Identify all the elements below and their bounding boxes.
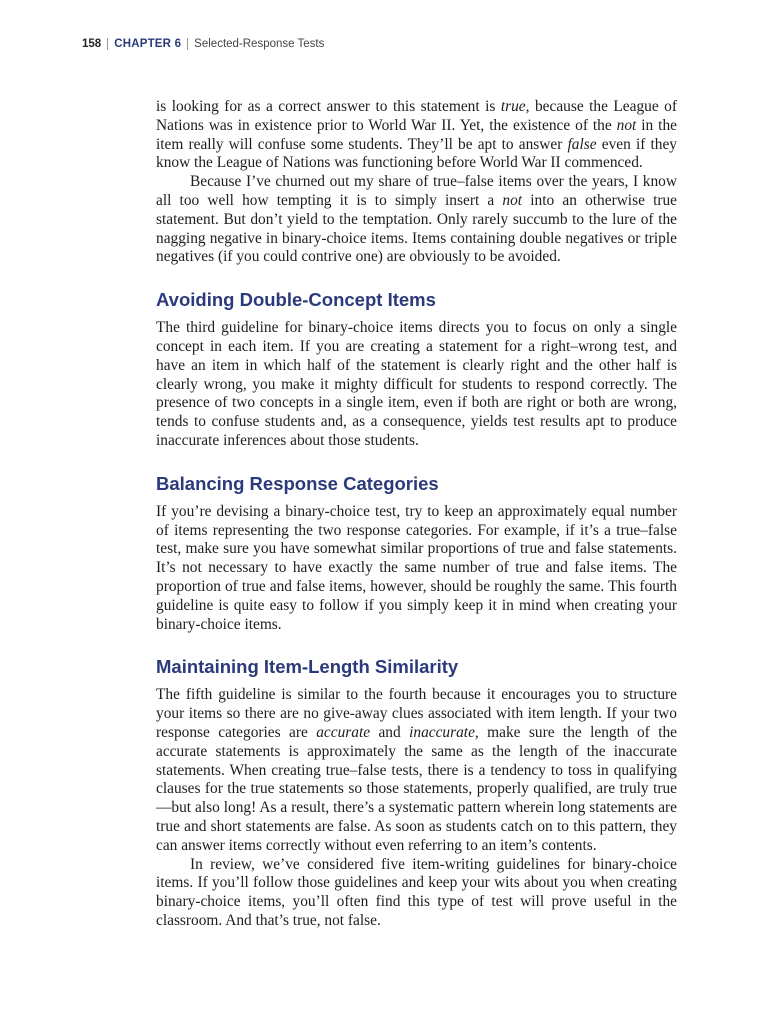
text-run: in the item really will confuse some students. They’ll be apt to answer xyxy=(156,116,677,153)
paragraph-continued xyxy=(156,98,677,173)
section-heading-double-concept: Avoiding Double-Concept Items xyxy=(156,289,436,311)
text-run: make sure the length of the accurate statements is approximately the same as the length of the inaccurate statements. When creating true–false tests, there is a tendency to toss in qualifying clauses for the true statements so those statements, properly qualified, are truly true—but also long! As a result, there’s a systematic pattern wherein long statements are true and short statements are false. As soon as students catch on to this pattern, they can answer items correctly without even referring to an item’s contents. xyxy=(156,723,677,854)
text-run: Because I’ve churned out my share of true–false items over the years, I know all too well how tempting it is to simply insert a xyxy=(156,173,677,209)
text-run: and xyxy=(370,723,410,741)
paragraph xyxy=(156,173,677,267)
emphasis-not: not xyxy=(502,191,523,209)
text-run: into an otherwise true statement. But don’t yield to the temptation. Only rarely succumb to the lure of the nagging negative in binary-choice items. Items containing double negatives or triple negatives (if you could contrive one) are obviously to be avoided. xyxy=(156,191,678,266)
header-divider xyxy=(187,38,188,50)
emphasis-inaccurate: inaccurate, xyxy=(409,723,479,741)
text-run: is looking for as a correct answer to this statement is xyxy=(156,98,501,115)
paragraph: The third guideline for binary-choice items directs you to focus on only a single concept in each item. If you are creating a statement for a right–wrong test, and have an item in which half of the statement is clearly right and the other half is clearly wrong, you make it mighty difficult for students to respond correctly. The presence of two concepts in a single item, even if both are right or both are wrong, tends to confuse students and, as a consequence, yields test results apt to produce inaccurate inferences about those students. xyxy=(156,319,677,449)
emphasis-not: not xyxy=(616,116,637,134)
running-head xyxy=(82,38,324,50)
text-run: The fifth guideline is similar to the fourth because it encourages you to structure your items so there are no give-away clues associated with item length. If your two response categories are xyxy=(156,686,677,741)
emphasis-false: false xyxy=(567,135,597,153)
text-run: even if they know the League of Nations was functioning before World War II commenced. xyxy=(156,135,677,172)
paragraph-review: In review, we’ve considered five item-writing guidelines for binary-choice items. If you’ll follow those guidelines and keep your wits about you when creating binary-choice items, you’ll often find this type of test will prove useful in the classroom. And that’s true, not false. xyxy=(156,855,677,929)
page-number: 158 xyxy=(82,38,102,50)
section-heading-balancing: Balancing Response Categories xyxy=(156,472,439,494)
chapter-title: Selected-Response Tests xyxy=(194,38,325,50)
emphasis-accurate: accurate xyxy=(316,723,371,741)
header-divider xyxy=(107,38,108,50)
text-run: because the League of Nations was in existence prior to World War II. Yet, the existence of the xyxy=(156,98,677,134)
emphasis-true: true, xyxy=(500,98,530,115)
paragraph: If you’re devising a binary-choice test, try to keep an approximately equal number of items representing the two response categories. For example, if it’s a true–false test, make sure you have somewhat similar proportions of true and false statements. It’s not necessary to have exactly the same number of true and false items. The proportion of true and false items, however, should be roughly the same. This fourth guideline is quite easy to follow if you simply keep it in mind when creating your binary-choice items. xyxy=(156,502,677,633)
section-heading-item-length: Maintaining Item-Length Similarity xyxy=(156,656,459,678)
chapter-label: CHAPTER 6 xyxy=(114,38,182,50)
page-body xyxy=(156,98,677,931)
paragraph xyxy=(156,686,677,855)
